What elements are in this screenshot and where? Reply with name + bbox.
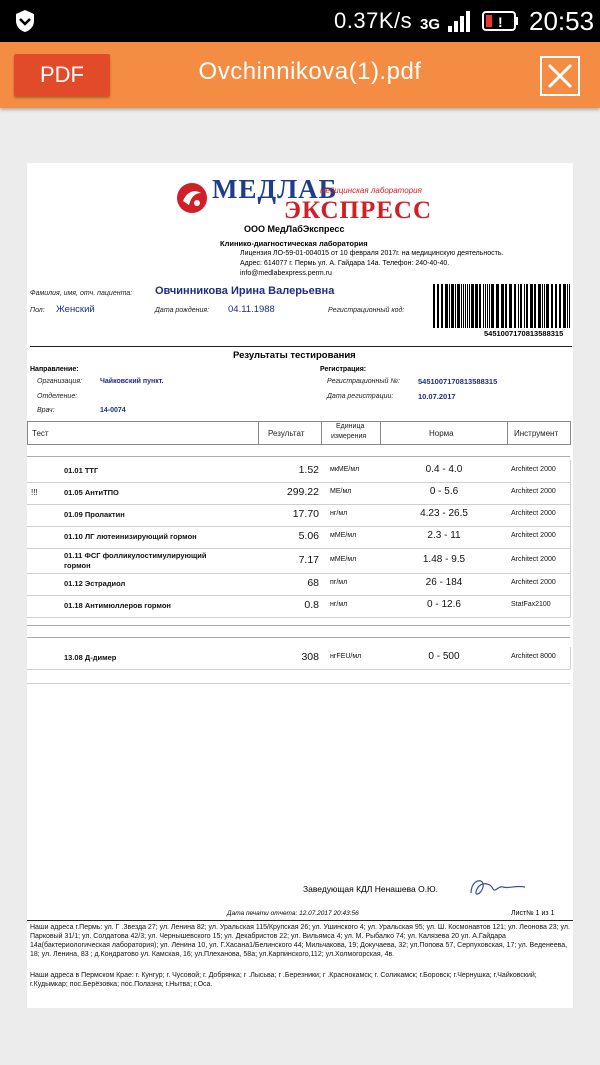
medlab-logo-icon xyxy=(175,181,209,215)
result-value: 68 xyxy=(307,577,319,589)
document-title: Ovchinnikova(1).pdf xyxy=(198,58,422,85)
instrument: StatFax2100 xyxy=(511,601,551,608)
col-test: Тест xyxy=(32,429,49,438)
table-row xyxy=(27,504,570,526)
instrument: Architect 2000 xyxy=(511,556,556,563)
divider xyxy=(30,346,572,347)
app-bar xyxy=(0,42,600,108)
pdf-page xyxy=(27,163,573,1008)
registration-heading: Регистрация: xyxy=(320,366,367,373)
result-value: 0.8 xyxy=(304,599,319,611)
test-name: 01.01 ТТГ xyxy=(64,466,99,475)
col-unit-1: Единица xyxy=(336,423,365,430)
table-row xyxy=(27,526,570,548)
signature-line: Заведующая КДЛ Ненашева О.Ю. xyxy=(303,884,439,894)
test-name: 01.18 Антимюллеров гормон xyxy=(64,601,171,610)
battery-icon xyxy=(482,10,520,37)
reg-code-label: Регистрационный код: xyxy=(328,307,405,314)
unit: мкМЕ/мл xyxy=(330,466,360,473)
alert-flag: !!! xyxy=(31,488,38,497)
unit: МЕ/мл xyxy=(330,488,352,495)
table-row xyxy=(27,595,570,617)
department-label: Отделение: xyxy=(37,393,78,400)
test-name-cont: гормон xyxy=(64,561,91,570)
reg-date-label: Дата регистрации: xyxy=(327,393,394,400)
table-row xyxy=(27,647,570,669)
result-value: 17.70 xyxy=(292,508,319,520)
reg-number-label: Регистрационный №: xyxy=(327,378,400,385)
lab-type: Клинико-диагностическая лаборатория xyxy=(220,239,368,248)
address-line: Адрес: 614077 г. Пермь ул. А. Гайдара 14а. Телефон: 240-40-40. xyxy=(240,260,450,267)
instrument: Architect 2000 xyxy=(511,510,556,517)
result-value: 1.52 xyxy=(298,464,319,476)
instrument: Architect 8000 xyxy=(511,653,556,660)
result-value: 299.22 xyxy=(286,486,319,498)
organization-label: Организация: xyxy=(37,378,82,385)
unit: пг/мл xyxy=(330,579,348,586)
test-name: 01.12 Эстрадиол xyxy=(64,579,126,588)
result-value: 7.17 xyxy=(298,554,319,566)
barcode-number: 5451007170813588315 xyxy=(484,329,564,338)
instrument: Architect 2000 xyxy=(511,466,556,473)
license-line: Лицензия ЛО-59-01-004015 от 10 февраля 2017г. на медицинскую деятельность. xyxy=(240,250,504,257)
close-icon xyxy=(542,58,578,94)
organization-value: Чайковский пункт. xyxy=(100,378,164,385)
logo-tagline: медицинская лаборатория xyxy=(320,186,422,195)
unit: нг/мл xyxy=(330,601,348,608)
logo-word-medlab: МЕДЛАБ xyxy=(212,174,338,204)
test-name: 01.10 ЛГ лютеинизирующий гормон xyxy=(64,532,197,541)
test-name: 01.11 ФСГ фолликулостимулирующий xyxy=(64,551,207,560)
test-name: 01.05 АнтиТПО xyxy=(64,488,119,497)
status-bar xyxy=(0,0,600,42)
network-speed: 0.37K/s xyxy=(334,8,413,33)
test-name: 13.08 Д-димер xyxy=(64,653,117,662)
network-type: 3G xyxy=(420,16,441,33)
reg-date-value: 10.07.2017 xyxy=(418,392,456,401)
signal-icon xyxy=(420,8,472,39)
results-title: Результаты тестирования xyxy=(233,350,356,361)
col-norm: Норма xyxy=(429,429,454,438)
instrument: Architect 2000 xyxy=(511,532,556,539)
norm: 0 - 500 xyxy=(428,651,460,662)
email-line: info@medlabexpress.perm.ru xyxy=(240,270,332,277)
svg-text:!: ! xyxy=(498,14,503,30)
norm: 26 - 184 xyxy=(425,577,463,588)
unit: мМЕ/мл xyxy=(330,532,357,539)
table-row xyxy=(27,573,570,595)
clock: 20:53 xyxy=(529,6,595,36)
norm: 4.23 - 26.5 xyxy=(420,508,468,519)
reg-number-value: 5451007170813588315 xyxy=(418,377,498,386)
shield-icon xyxy=(14,9,36,33)
doctor-value: 14-0074 xyxy=(100,407,126,414)
instrument: Architect 2000 xyxy=(511,488,556,495)
unit: мМЕ/мл xyxy=(330,556,357,563)
col-unit-2: измерения xyxy=(331,433,367,440)
patient-name-label: Фамилия, имя, отч. пациента: xyxy=(30,290,133,297)
org-name: ООО МедЛабЭкспресс xyxy=(244,224,345,234)
pdf-badge: PDF xyxy=(14,54,110,96)
barcode xyxy=(432,284,572,328)
unit: нгFEU/мл xyxy=(330,653,362,660)
close-button[interactable] xyxy=(540,56,580,96)
norm: 0.4 - 4.0 xyxy=(425,464,463,475)
col-result: Результат xyxy=(268,429,305,438)
sheet-number: Лист№ 1 из 1 xyxy=(511,910,555,917)
patient-name: Овчинникова Ирина Валерьевна xyxy=(155,285,335,297)
test-name: 01.09 Пролактин xyxy=(64,510,125,519)
norm: 2.3 - 11 xyxy=(427,530,461,541)
footer-addresses: Наши адреса г.Пермь: ул. Г .Звезда 27; ул. Ленина 82; ул. Уральская 115/Крупская 26; ул. Ушинского 4; ул. Уральская 95; ул. Ш. Космонавтов 121; ул. Леонова 23; ул. Парковый 31/1; ул. Солдатова 42/3; ул. Чернышевского 15; ул. Декабристов 22; ул. Вильямса 4; ул. М. Рыбалко 74; ул. Калязева 20 ул. А.Гайдара 14а(бактериологическая лаборатория); ул. Ленина 10, ул. Г.Хасана1/Белинского 44; Мильчакова, 19; Докучаева, 32; ул.Попова 57, Серпуховская, 17; ул. Веденеева, 18; ул. Ленина, 83 ; д.Кондратово ул. Камская, 16; ул.Плеханова, 58а; ул.Карпинского,112; ул.Холмогорская, 4в. xyxy=(30,924,570,958)
table-row xyxy=(27,460,570,482)
footer-region-addresses: Наши адреса в Пермском Крае: г. Кунгур; г. Чусовой; г. Добрянка; г .Лысьва; г .Березники; г .Краснокамск; г. Соликамск; г.Боровск; г.Чернушка; г.Чайковский; г.Кудымкар; пос.Берёзовка; пос.Полазна; г.Нытва; г.Оса. xyxy=(30,972,537,988)
unit: нг/мл xyxy=(330,510,348,517)
sex-label: Пол: xyxy=(30,307,45,314)
instrument: Architect 2000 xyxy=(511,579,556,586)
patient-sex: Женский xyxy=(56,304,95,315)
logo-word-express: ЭКСПРЕСС xyxy=(284,197,433,224)
result-value: 308 xyxy=(301,651,319,663)
print-date: Дата печати отчета: 12.07.2017 20:43:56 xyxy=(227,910,359,917)
signature-image xyxy=(465,871,531,903)
patient-dob: 04.11.1988 xyxy=(228,304,275,315)
norm: 0 - 12.6 xyxy=(427,599,461,610)
result-value: 5.06 xyxy=(298,530,319,542)
referral-heading: Направление: xyxy=(30,366,79,373)
doctor-label: Врач: xyxy=(37,407,55,414)
dob-label: Дата рождения: xyxy=(155,307,210,314)
norm: 0 - 5.6 xyxy=(429,486,459,497)
table-row xyxy=(27,482,570,504)
table-row xyxy=(27,548,570,573)
norm: 1.48 - 9.5 xyxy=(422,554,466,565)
col-instrument: Инструмент xyxy=(514,429,559,438)
